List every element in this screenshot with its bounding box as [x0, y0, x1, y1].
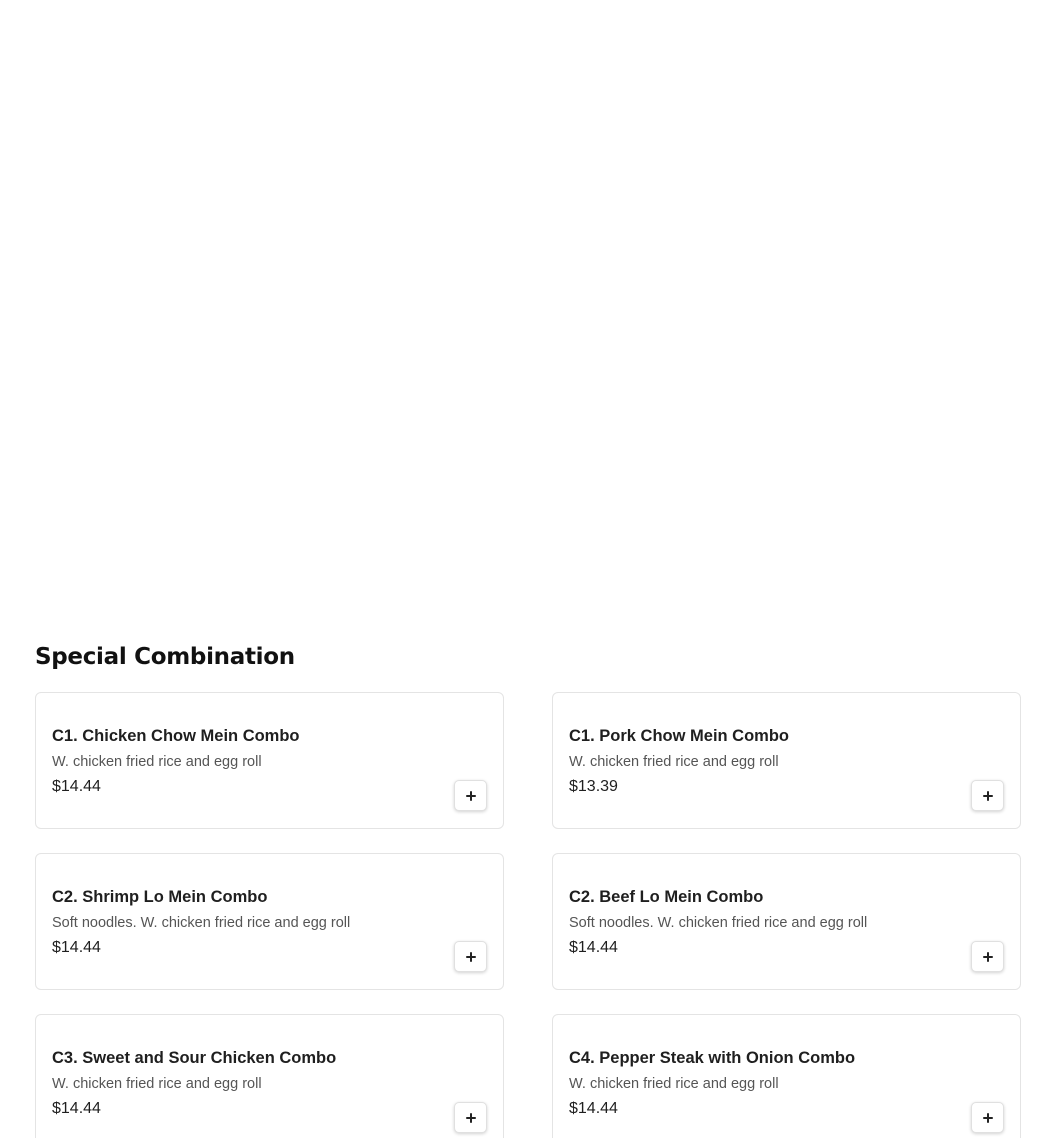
- plus-icon: [466, 791, 476, 801]
- menu-item-grid: [35, 692, 1021, 1138]
- add-item-button[interactable]: [454, 1102, 487, 1133]
- item-price: $14.44: [52, 778, 101, 795]
- item-price: $14.44: [569, 1100, 618, 1117]
- plus-icon: [983, 791, 993, 801]
- item-description: Soft noodles. W. chicken fried rice and egg roll: [52, 915, 351, 931]
- item-description: W. chicken fried rice and egg roll: [52, 754, 262, 770]
- add-item-button[interactable]: [971, 1102, 1004, 1133]
- menu-item-card[interactable]: [35, 853, 504, 990]
- plus-icon: [466, 1113, 476, 1123]
- plus-icon: [983, 952, 993, 962]
- menu-item-card[interactable]: [35, 692, 504, 829]
- item-price: $14.44: [52, 939, 101, 956]
- item-price: $13.39: [569, 778, 618, 795]
- item-name: C4. Pepper Steak with Onion Combo: [569, 1049, 856, 1067]
- item-name: C1. Chicken Chow Mein Combo: [52, 727, 300, 745]
- item-price: $14.44: [569, 939, 618, 956]
- item-name: C2. Shrimp Lo Mein Combo: [52, 888, 268, 906]
- add-item-button[interactable]: [454, 780, 487, 811]
- menu-item-card[interactable]: [552, 692, 1021, 829]
- menu-item-card[interactable]: [35, 1014, 504, 1138]
- menu-item-card[interactable]: [552, 853, 1021, 990]
- plus-icon: [983, 1113, 993, 1123]
- plus-icon: [466, 952, 476, 962]
- item-name: C2. Beef Lo Mein Combo: [569, 888, 764, 906]
- item-name: C3. Sweet and Sour Chicken Combo: [52, 1049, 337, 1067]
- menu-item-card[interactable]: [552, 1014, 1021, 1138]
- add-item-button[interactable]: [971, 941, 1004, 972]
- section-title: Special Combination: [35, 644, 295, 670]
- add-item-button[interactable]: [454, 941, 487, 972]
- item-description: Soft noodles. W. chicken fried rice and egg roll: [569, 915, 868, 931]
- item-name: C1. Pork Chow Mein Combo: [569, 727, 790, 745]
- item-description: W. chicken fried rice and egg roll: [569, 754, 779, 770]
- item-description: W. chicken fried rice and egg roll: [569, 1076, 779, 1092]
- item-price: $14.44: [52, 1100, 101, 1117]
- item-description: W. chicken fried rice and egg roll: [52, 1076, 262, 1092]
- add-item-button[interactable]: [971, 780, 1004, 811]
